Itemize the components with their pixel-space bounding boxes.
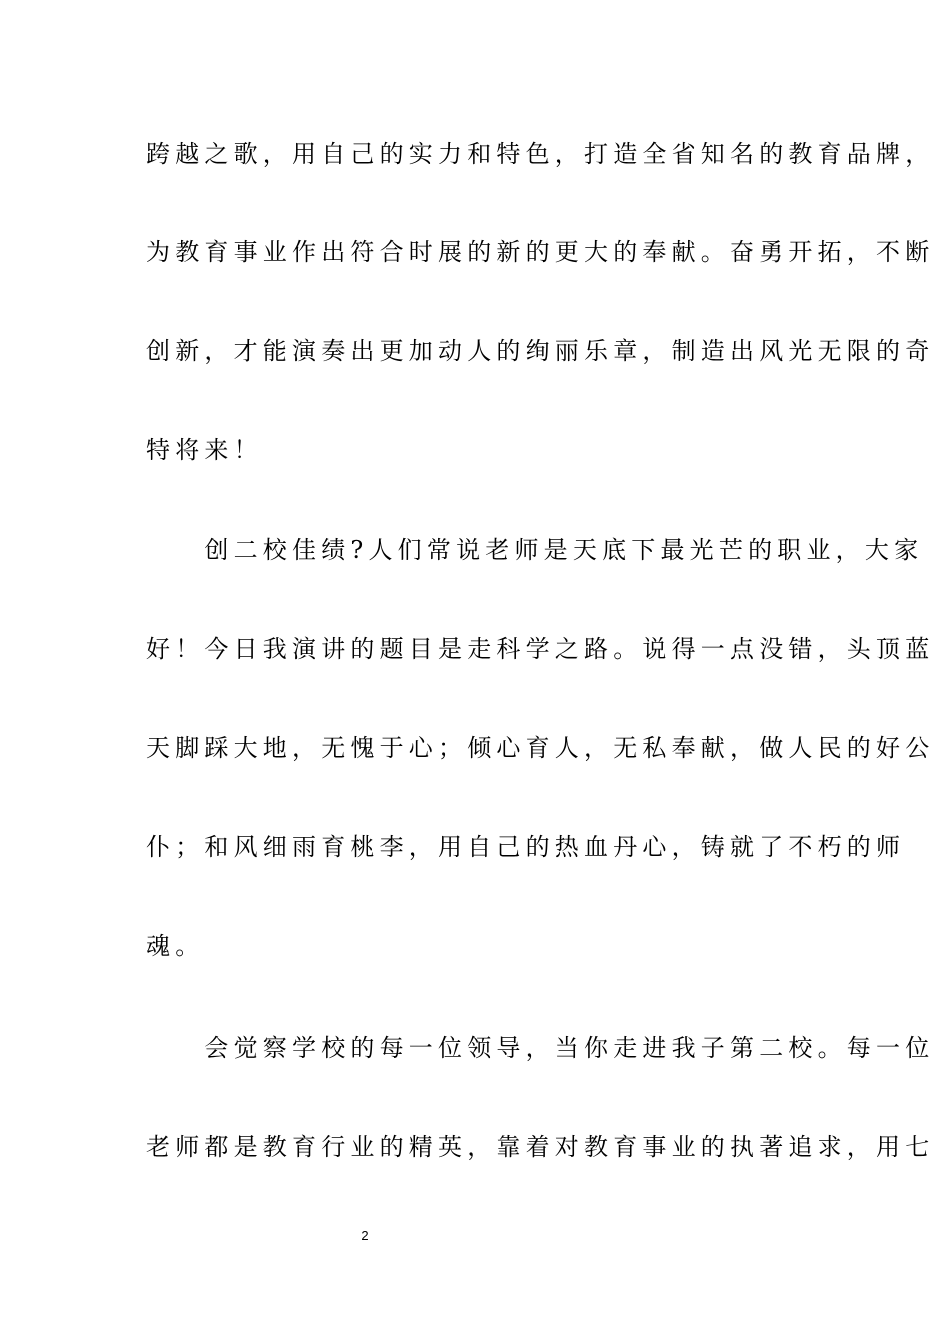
text-line: 魂。 (146, 932, 205, 960)
text-line: 跨越之歌，用自己的实力和特色，打造全省知名的教育品牌， (146, 140, 935, 168)
text-line: 特将来！ (146, 436, 263, 464)
text-line: 好！今日我演讲的题目是走科学之路。说得一点没错，头顶蓝 (146, 635, 935, 663)
page-number: 2 (361, 1228, 369, 1243)
text-line: 天脚踩大地，无愧于心；倾心育人，无私奉献，做人民的好公 (146, 734, 935, 762)
text-line: 为教育事业作出符合时展的新的更大的奉献。奋勇开拓，不断 (146, 238, 935, 266)
text-line: 创新，才能演奏出更加动人的绚丽乐章，制造出风光无限的奇 (146, 337, 935, 365)
text-line: 创二校佳绩?人们常说老师是天底下最光芒的职业，大家 (146, 536, 924, 564)
text-line: 会觉察学校的每一位领导，当你走进我子第二校。每一位 (146, 1034, 935, 1062)
text-line: 老师都是教育行业的精英，靠着对教育事业的执著追求，用七 (146, 1133, 935, 1161)
text-line: 仆；和风细雨育桃李，用自己的热血丹心，铸就了不朽的师 (146, 833, 906, 861)
